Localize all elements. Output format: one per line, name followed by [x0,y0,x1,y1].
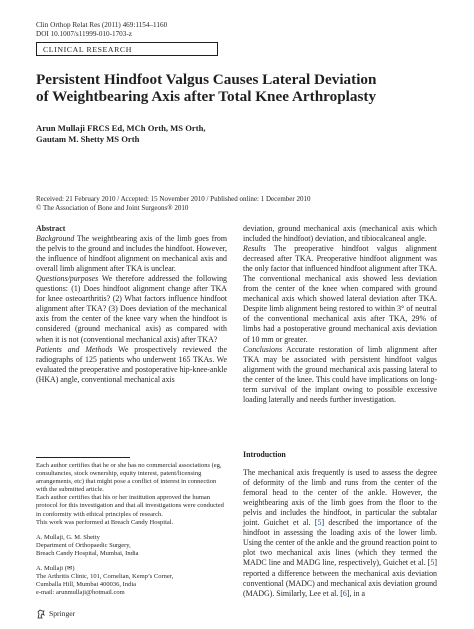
background-label: Background [36,234,75,244]
received-dates: Received: 21 February 2010 / Accepted: 15 November 2010 / Published online: 1 December 2010 [36,195,311,203]
affiliation-department: Department of Orthopaedic Surgery, [36,541,131,549]
patients-continued: deviation, ground mechanical axis (mechanical axis which included the hindfoot) deviation, and tibiocalcaneal angle. [243,224,437,244]
abstract-results [243,244,437,344]
citation-link[interactable]: 5 [430,558,435,568]
author-line-2: Gautam M. Shetty MS Orth [36,134,140,144]
abstract-left-column [36,224,227,385]
patients-text: We prospectively reviewed the radiographs of 125 patients who underwent 165 TKAs. We evaluated the preoperative and postoperative hip-knee-ankle (HKA) angle, conventional mechanical axis [36,344,227,384]
institution-statement: This work was performed at Breach Candy Hospital. [36,518,174,526]
abstract-conclusions [243,345,437,405]
abstract-patients [36,345,227,385]
affiliation-names: A. Mullaji, G. M. Shetty [36,533,100,541]
introduction-section [243,450,437,599]
results-label: Results [243,244,266,254]
email-line[interactable]: e-mail: arunmullaji@hotmail.com [36,589,125,597]
introduction-text [243,468,437,599]
conflict-statement: Each author certifies that he or she has no commercial associations (eg, consultancies, stock ownership, equity interest, patent/licensing arrangements, etc) that might pose a conflict of interest in connection with the submitted article. [36,462,222,494]
citation-link[interactable]: 6 [342,588,347,598]
copyright-line: © The Association of Bone and Joint Surgeons® 2010 [36,203,189,212]
ethics-statement: Each author certifies that his or her institution approved the human protocol for this investigation and that all investigations were conducted in conformity with ethical principles of research. [36,494,224,518]
citation-link[interactable]: 5 [317,518,322,528]
affiliation-place: Breach Candy Hospital, Mumbai, India [36,549,139,557]
address-line-1: The Arthritis Clinic, 101, Cornelian, Kemp’s Corner, [36,573,174,581]
publisher-name: Springer [49,609,76,618]
results-text: The preoperative hindfoot valgus alignment decreased after TKA. Preoperative hindfoot alignment was the only factor that influenced hindfoot alignment after TKA. The conventional mechanical axis showed less deviation from the center of the knee when compared with ground mechanical axis which showed lateral deviation after TKA. Despite limb alignment being restored to within 3° of neutral of the conventional mechanical axis after TKA, 29% of limbs had a postoperative ground mechanical axis deviation of 10 mm or greater. [243,244,437,344]
conclusions-text: Accurate restoration of limb alignment after TKA may be associated with persistent hindfoot valgus alignment with the ground mechanical axis passing lateral to the center of the knee. This could have implications on long-term survival of the implant owing to possible excessive loading laterally and needs further investigation. [243,344,437,404]
abstract-heading: Abstract [36,224,66,233]
doi-line: DOI 10.1007/s11999-010-1703-z [36,30,132,38]
corresponding-author: A. Mullaji (✉) [36,565,75,573]
title-line-1: Persistent Hindfoot Valgus Causes Lateral Deviation [36,71,377,88]
title-line-2: of Weightbearing Axis after Total Knee Arthroplasty [36,88,377,105]
intro-text-4: ], in a [346,588,365,598]
footnote-rule [36,457,130,458]
conclusions-label: Conclusions [243,344,283,354]
intro-text-2: ] described the importance of the hindfoot in assessing the loading axis of the lower limb. Using the center of the ankle and the ground reaction point to plot two mechanical axis lines (which they termed the MADC line and MADG line, respectively), Guichet et al. [ [243,518,437,568]
author-line-1: Arun Mullaji FRCS Ed, MCh Orth, MS Orth, [36,123,206,133]
questions-text: We therefore addressed the following questions: (1) Does hindfoot alignment change after TKA for knee osteoarthritis? (2) What factors influence hindfoot alignment after TKA? (3) Does deviation of the mechanical axis from the center of the knee vary when the hindfoot is considered (ground mechanical axis) as compared with when it is not (conventional mechanical axis) after TKA? [36,274,227,344]
publisher-mark [36,609,75,619]
questions-label: Questions/purposes [36,274,99,284]
article-title [36,71,446,105]
intro-text-3: ] reported a difference between the mechanical axis deviation conventional (MADC) and mechanical axis deviation ground (MADG). Similarly, Lee et al. [ [243,558,437,598]
abstract-questions [36,274,227,344]
abstract-background [36,234,227,274]
author-list [36,123,336,145]
footnotes [36,462,227,597]
address-line-2: Cumballa Hill, Mumbai 400036, India [36,581,137,589]
patients-label: Patients and Methods [36,344,113,354]
abstract-right-column [243,224,437,405]
background-text: The weightbearing axis of the limb goes from the pelvis to the ground and includes the hindfoot. However, the influence of hindfoot alignment on mechanical axis and overall limb alignment after TKA is unclear. [36,234,227,274]
springer-horse-icon [36,609,46,619]
journal-citation: Clin Orthop Relat Res (2011) 469:1154–1160 [36,21,168,29]
section-label: CLINICAL RESEARCH [36,42,218,56]
introduction-heading: Introduction [243,450,286,459]
article-history [36,195,456,212]
intro-text-1: The mechanical axis frequently is used to assess the degree of deformity of the limb and runs from the center of the femoral head to the center of the ankle. However, the weightbearing axis of the limb goes from the floor to the pelvis and includes the hindfoot, in particular the subtalar joint. Guichet et al. [ [243,468,437,528]
